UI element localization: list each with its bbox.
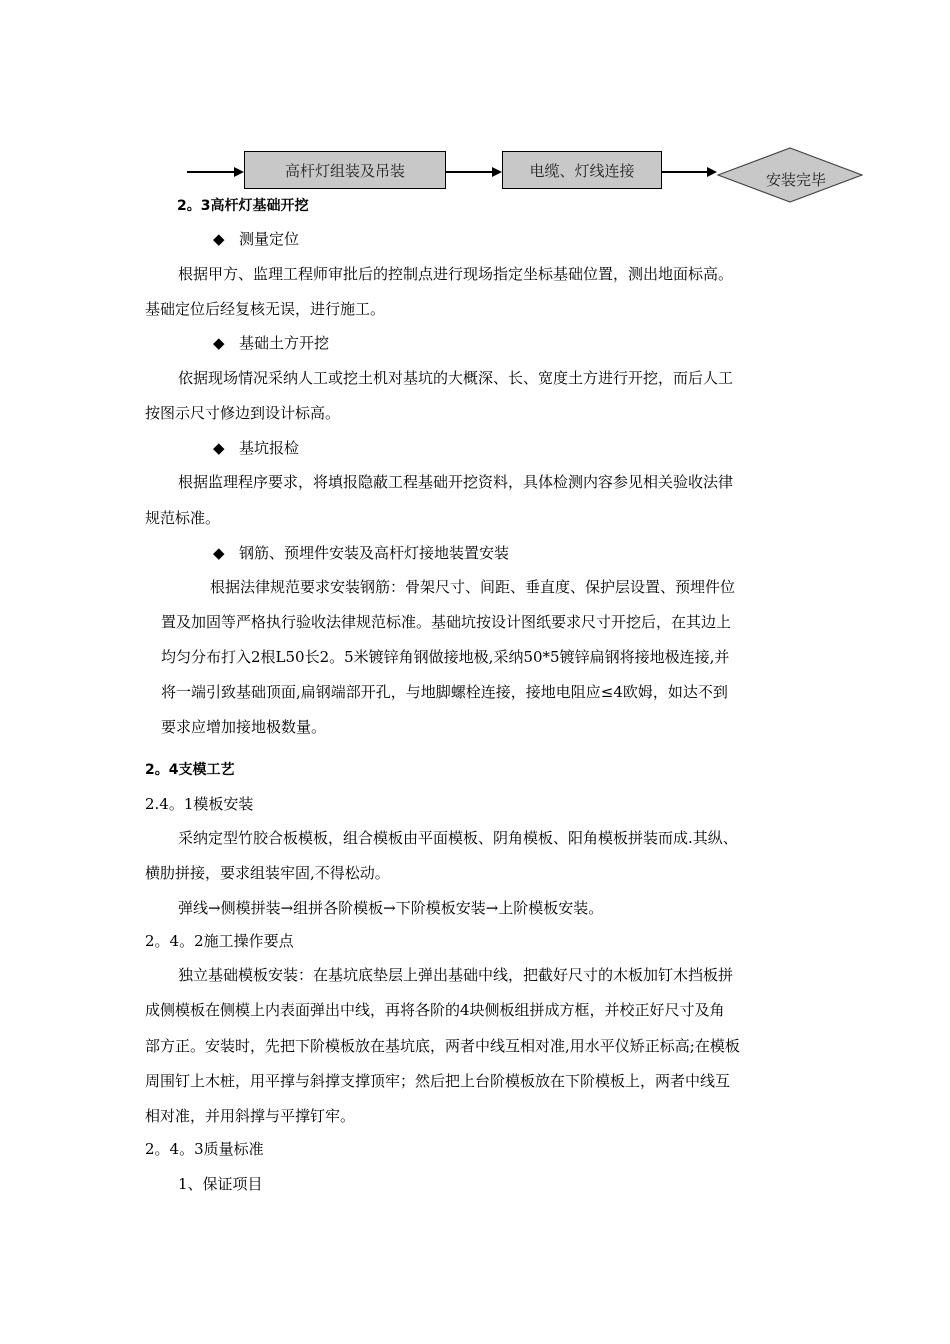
bullet-rebar-label: 钢筋、预埋件安装及高杆灯接地装置安装 bbox=[239, 544, 510, 562]
paragraph-line: 相对准，并用斜撑与平撑钉牢。 bbox=[145, 1107, 356, 1125]
bullet-inspection-label: 基坑报检 bbox=[239, 439, 300, 457]
flow-arrow-1 bbox=[446, 171, 492, 173]
paragraph-line: 部方正。安装时，先把下阶模板放在基坑底，两者中线互相对准,用水平仪矫正标高;在模板 bbox=[145, 1037, 740, 1055]
flow-arrowhead-2 bbox=[707, 167, 717, 177]
paragraph-line: 置及加固等严格执行验收法律规范标准。基础坑按设计图纸要求尺寸开挖后，在其边上 bbox=[161, 613, 732, 631]
diamond-bullet-icon: ◆ bbox=[213, 439, 225, 457]
bullet-excavation bbox=[213, 332, 329, 353]
paragraph-line: 根据监理程序要求，将填报隐蔽工程基础开挖资料，具体检测内容参见相关验收法律 bbox=[178, 473, 734, 491]
flow-step-cable-connection bbox=[502, 151, 662, 189]
list-item: 1、保证项目 bbox=[178, 1175, 263, 1193]
flow-step-3-label: 安装完毕 bbox=[766, 171, 826, 189]
section-heading-2-4: 2。4支模工艺 bbox=[145, 762, 235, 778]
process-flowchart bbox=[0, 0, 950, 230]
paragraph-line: 周围钉上木桩，用平撑与斜撑支撑顶牢；然后把上台阶模板放在下阶模板上，两者中线互 bbox=[145, 1072, 731, 1090]
flow-step-2-label: 电缆、灯线连接 bbox=[529, 161, 635, 180]
paragraph-line: 依据现场情况采纳人工或挖土机对基坑的大概深、长、宽度土方进行开挖，而后人工 bbox=[178, 369, 734, 387]
subheading-2-4-1: 2.4。1模板安装 bbox=[145, 795, 254, 813]
diamond-bullet-icon: ◆ bbox=[213, 230, 225, 248]
diamond-bullet-icon: ◆ bbox=[213, 334, 225, 352]
paragraph-line: 横肋拼接，要求组装牢固,不得松动。 bbox=[145, 864, 390, 882]
bullet-excavation-label: 基础土方开挖 bbox=[239, 334, 330, 352]
paragraph-line: 按图示尺寸修边到设计标高。 bbox=[145, 404, 341, 422]
paragraph-line: 独立基础模板安装：在基坑底垫层上弹出基础中线，把截好尺寸的木板加钉木挡板拼 bbox=[178, 966, 734, 984]
flow-step-lift-assembly bbox=[244, 151, 446, 189]
bullet-survey-label: 测量定位 bbox=[239, 230, 300, 248]
paragraph-line: 弹线→侧模拼装→组拼各阶模板→下阶模板安装→上阶模板安装。 bbox=[178, 899, 604, 917]
flow-arrowhead-in bbox=[234, 167, 244, 177]
bullet-rebar-grounding bbox=[213, 542, 509, 563]
flow-arrowhead-1 bbox=[492, 167, 502, 177]
paragraph-line: 将一端引致基础顶面,扁钢端部开孔，与地脚螺栓连接，接地电阻应≤4欧姆，如达不到 bbox=[161, 683, 728, 701]
subheading-2-4-3: 2。4。3质量标准 bbox=[145, 1140, 264, 1158]
paragraph-line: 成侧模板在侧模上内表面弹出中线，再将各阶的4块侧板组拼成方框，并校正好尺寸及角 bbox=[145, 1001, 725, 1019]
paragraph-line: 采纳定型竹胶合板模板，组合模板由平面模板、阴角模板、阳角模板拼装而成.其纵、 bbox=[178, 829, 738, 847]
section-heading-2-3: 2。3高杆灯基础开挖 bbox=[177, 198, 309, 214]
bullet-survey bbox=[213, 228, 299, 249]
bullet-inspection bbox=[213, 437, 299, 458]
paragraph-line: 均匀分布打入2根L50长2。5米镀锌角钢做接地极,采纳50*5镀锌扁钢将接地极连接,并 bbox=[161, 648, 730, 666]
paragraph-line: 要求应增加接地极数量。 bbox=[161, 718, 327, 736]
paragraph-line: 根据法律规范要求安装钢筋：骨架尺寸、间距、垂直度、保护层设置、预埋件位 bbox=[210, 578, 736, 596]
diamond-bullet-icon: ◆ bbox=[213, 544, 225, 562]
paragraph-line: 基础定位后经复核无误，进行施工。 bbox=[145, 300, 386, 318]
paragraph-line: 根据甲方、监理工程师审批后的控制点进行现场指定坐标基础位置，测出地面标高。 bbox=[178, 265, 734, 283]
flow-arrow-in bbox=[187, 171, 234, 173]
flow-arrow-2 bbox=[662, 171, 707, 173]
flow-step-1-label: 高杆灯组装及吊装 bbox=[284, 161, 405, 180]
paragraph-line: 规范标准。 bbox=[145, 509, 221, 527]
subheading-2-4-2: 2。4。2施工操作要点 bbox=[145, 932, 294, 950]
